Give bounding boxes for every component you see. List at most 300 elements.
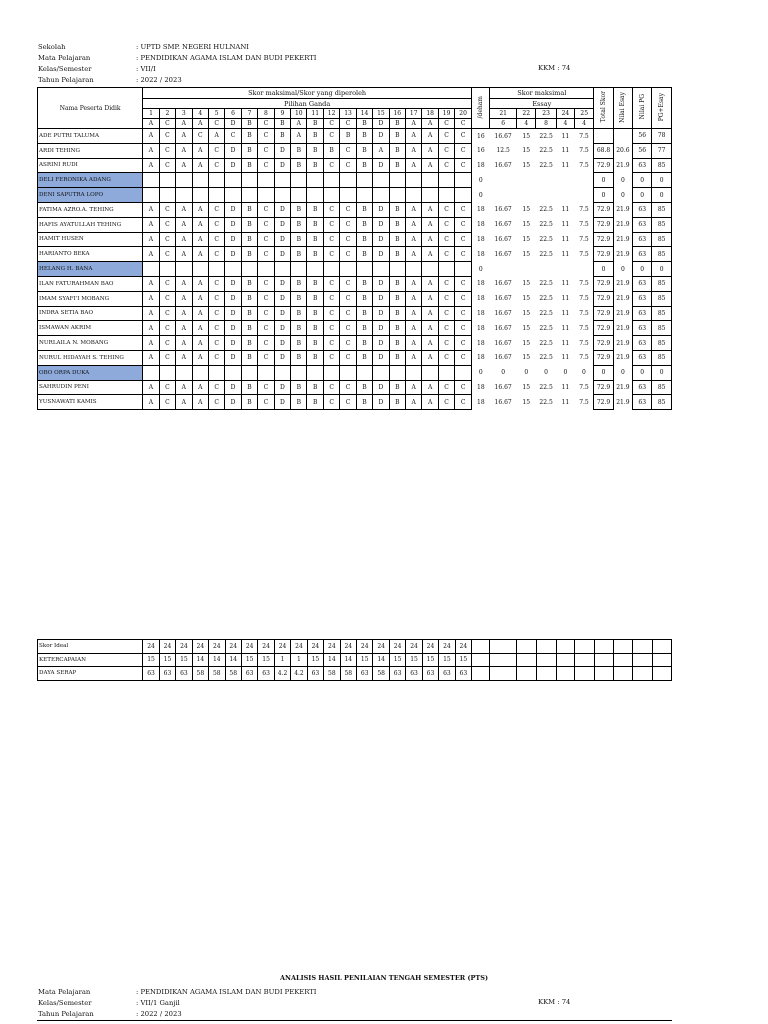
essay-score: 15 bbox=[522, 161, 531, 169]
pg-essay: 85 bbox=[652, 202, 672, 217]
nilai-pg-header: Nilai PG bbox=[638, 94, 646, 120]
student-answer: B bbox=[389, 291, 405, 306]
essay-score: 15 bbox=[522, 206, 531, 214]
student-answer bbox=[340, 262, 356, 277]
student-answer: D bbox=[373, 247, 389, 262]
student-answer: A bbox=[422, 350, 438, 365]
pg-score: 0 bbox=[478, 265, 483, 273]
student-answer: A bbox=[176, 232, 192, 247]
name-header: Nama Peserta Didik bbox=[38, 88, 143, 129]
student-answer: C bbox=[455, 217, 472, 232]
essay-score: 7.5 bbox=[579, 354, 589, 362]
pg-score: 18 bbox=[477, 398, 485, 406]
nilai-pg: 63 bbox=[633, 232, 652, 247]
student-answer: B bbox=[307, 380, 323, 395]
essay-score: 11 bbox=[561, 147, 570, 155]
student-answer: C bbox=[159, 129, 175, 144]
student-answer: A bbox=[422, 232, 438, 247]
summary-value: 14 bbox=[209, 653, 225, 667]
summary-value: 15 bbox=[406, 653, 422, 667]
summary-value: 24 bbox=[143, 640, 159, 654]
nilai-pg: 56 bbox=[633, 129, 652, 144]
nilai-pg: 63 bbox=[633, 247, 652, 262]
pg-essay: 85 bbox=[652, 336, 672, 351]
student-answer: A bbox=[143, 380, 159, 395]
student-answer: D bbox=[274, 247, 290, 262]
student-answer: C bbox=[159, 395, 175, 410]
student-answer: C bbox=[323, 247, 339, 262]
student-answer: C bbox=[159, 158, 175, 173]
question-number: 15 bbox=[373, 109, 389, 119]
table-row bbox=[38, 247, 672, 262]
student-answer bbox=[422, 262, 438, 277]
student-answer: B bbox=[356, 395, 372, 410]
student-answer: C bbox=[340, 276, 356, 291]
nilai-pg: 0 bbox=[633, 173, 652, 188]
student-answer: C bbox=[323, 336, 339, 351]
student-answer: D bbox=[225, 291, 241, 306]
student-answer: D bbox=[225, 247, 241, 262]
answer-key: A bbox=[192, 119, 208, 129]
student-answer: B bbox=[307, 350, 323, 365]
student-answer: A bbox=[406, 276, 422, 291]
student-answer: B bbox=[291, 350, 307, 365]
total-score: 72.9 bbox=[594, 232, 613, 247]
student-answer: D bbox=[225, 158, 241, 173]
student-answer: A bbox=[406, 202, 422, 217]
student-answer: B bbox=[241, 291, 257, 306]
summary-value: 63 bbox=[241, 667, 257, 681]
table-row bbox=[38, 262, 672, 277]
student-name: NURUL HIDAYAH S. TEHING bbox=[38, 350, 143, 365]
nilai-essay: 21.9 bbox=[616, 354, 630, 362]
student-answer: B bbox=[356, 276, 372, 291]
student-answer bbox=[208, 188, 224, 203]
student-answer: A bbox=[143, 321, 159, 336]
student-answer: D bbox=[225, 232, 241, 247]
student-answer: C bbox=[438, 158, 454, 173]
summary-empty-cell bbox=[575, 640, 594, 654]
essay-score: 11 bbox=[561, 221, 570, 229]
student-answer: D bbox=[274, 143, 290, 158]
student-answer: C bbox=[208, 276, 224, 291]
essay-score: 0 bbox=[582, 369, 586, 377]
pg-essay: 85 bbox=[652, 321, 672, 336]
student-answer: D bbox=[274, 321, 290, 336]
student-answer bbox=[340, 173, 356, 188]
pg-score: 18 bbox=[477, 295, 485, 303]
student-answer bbox=[143, 173, 159, 188]
student-answer: A bbox=[422, 129, 438, 144]
student-answer: B bbox=[389, 350, 405, 365]
essay-score: 7.5 bbox=[579, 339, 589, 347]
student-name: NURLAILA N. MOBANG bbox=[38, 336, 143, 351]
pg-essay: 85 bbox=[652, 232, 672, 247]
student-answer: B bbox=[356, 232, 372, 247]
student-answer: A bbox=[422, 276, 438, 291]
student-answer: C bbox=[323, 395, 339, 410]
student-answer: A bbox=[176, 143, 192, 158]
student-answer: B bbox=[356, 143, 372, 158]
student-answer: A bbox=[422, 143, 438, 158]
student-answer: B bbox=[356, 202, 372, 217]
student-answer: D bbox=[373, 336, 389, 351]
nilai-pg: 63 bbox=[633, 336, 652, 351]
essay-score bbox=[575, 262, 594, 277]
nilai-essay: 21.9 bbox=[616, 161, 630, 169]
student-answer: B bbox=[291, 336, 307, 351]
student-answer: B bbox=[241, 395, 257, 410]
essay-score: 15 bbox=[522, 147, 531, 155]
student-answer: C bbox=[340, 306, 356, 321]
essay-score: 22.5 bbox=[539, 161, 553, 169]
student-answer bbox=[159, 262, 175, 277]
student-answer bbox=[356, 173, 372, 188]
student-answer: D bbox=[274, 350, 290, 365]
answer-key: B bbox=[274, 119, 290, 129]
student-answer: A bbox=[143, 217, 159, 232]
student-answer bbox=[323, 262, 339, 277]
student-answer: B bbox=[241, 143, 257, 158]
student-answer: C bbox=[208, 232, 224, 247]
student-name: OBO ORPA DUKA bbox=[38, 365, 143, 380]
essay-score: 11 bbox=[561, 206, 570, 214]
student-answer: C bbox=[455, 306, 472, 321]
summary-empty-cell bbox=[633, 653, 652, 667]
table-row bbox=[38, 321, 672, 336]
student-answer bbox=[455, 262, 472, 277]
question-number: 18 bbox=[422, 109, 438, 119]
student-answer: B bbox=[241, 306, 257, 321]
summary-value: 14 bbox=[340, 653, 356, 667]
student-answer: A bbox=[143, 306, 159, 321]
student-answer: C bbox=[323, 276, 339, 291]
answer-key: A bbox=[406, 119, 422, 129]
student-answer: B bbox=[356, 380, 372, 395]
student-answer: A bbox=[192, 158, 208, 173]
essay-max-header: Skor maksimal bbox=[490, 88, 594, 99]
essay-score: 7.5 bbox=[579, 324, 589, 332]
nilai-pg: 0 bbox=[633, 262, 652, 277]
answer-key: B bbox=[307, 119, 323, 129]
total-score: 72.9 bbox=[594, 276, 613, 291]
student-answer: C bbox=[455, 395, 472, 410]
essay-score: 22.5 bbox=[539, 250, 553, 258]
pg-essay: 85 bbox=[652, 217, 672, 232]
student-answer bbox=[389, 262, 405, 277]
nilai-essay: 20.6 bbox=[616, 147, 630, 155]
table-row bbox=[38, 365, 672, 380]
student-answer: D bbox=[373, 158, 389, 173]
student-answer: C bbox=[258, 291, 274, 306]
essay-score: 16.67 bbox=[494, 206, 512, 214]
nilai-essay: 21.9 bbox=[616, 280, 630, 288]
student-answer: A bbox=[406, 306, 422, 321]
student-answer: C bbox=[340, 232, 356, 247]
essay-score bbox=[490, 188, 517, 203]
student-answer: A bbox=[192, 321, 208, 336]
student-answer bbox=[340, 365, 356, 380]
student-answer: C bbox=[208, 143, 224, 158]
essay-score bbox=[536, 188, 556, 203]
student-answer: A bbox=[143, 202, 159, 217]
essay-max-score: 8 bbox=[536, 119, 556, 129]
student-answer: D bbox=[274, 276, 290, 291]
essay-score bbox=[517, 262, 536, 277]
student-answer bbox=[258, 173, 274, 188]
student-answer: A bbox=[208, 129, 224, 144]
summary-empty-cell bbox=[575, 667, 594, 681]
student-answer: B bbox=[241, 232, 257, 247]
student-answer bbox=[455, 188, 472, 203]
essay-score: 0 bbox=[563, 369, 568, 377]
student-answer: D bbox=[373, 350, 389, 365]
summary-empty-cell bbox=[633, 640, 652, 654]
student-answer: C bbox=[159, 217, 175, 232]
pg-score: 18 bbox=[477, 383, 485, 391]
student-answer: D bbox=[274, 232, 290, 247]
essay-score: 11 bbox=[561, 354, 570, 362]
essay-number: 24 bbox=[556, 109, 574, 119]
student-answer: B bbox=[241, 217, 257, 232]
summary-empty-cell bbox=[490, 667, 517, 681]
student-answer: C bbox=[208, 380, 224, 395]
student-answer bbox=[323, 188, 339, 203]
student-name: ARDI TEHING bbox=[38, 143, 143, 158]
summary-value: 24 bbox=[209, 640, 225, 654]
student-answer: C bbox=[159, 306, 175, 321]
student-answer: D bbox=[225, 217, 241, 232]
student-answer: C bbox=[323, 291, 339, 306]
student-answer: B bbox=[356, 217, 372, 232]
essay-score: 7.5 bbox=[579, 206, 589, 214]
student-answer: C bbox=[455, 247, 472, 262]
summary-empty-cell bbox=[613, 653, 632, 667]
summary-value: 15 bbox=[439, 653, 455, 667]
student-answer: B bbox=[389, 158, 405, 173]
student-answer bbox=[291, 365, 307, 380]
pg-essay: 85 bbox=[652, 350, 672, 365]
student-answer bbox=[307, 365, 323, 380]
student-answer: C bbox=[208, 247, 224, 262]
answer-key: C bbox=[340, 119, 356, 129]
student-answer: A bbox=[406, 291, 422, 306]
student-answer: B bbox=[307, 129, 323, 144]
student-answer: B bbox=[307, 202, 323, 217]
answer-key: A bbox=[176, 119, 192, 129]
essay-score: 11 bbox=[561, 339, 570, 347]
answer-key: C bbox=[208, 119, 224, 129]
essay-score: 22.5 bbox=[539, 354, 553, 362]
summary-value: 15 bbox=[307, 653, 323, 667]
essay-score: 22.5 bbox=[539, 324, 553, 332]
essay-score: 16.67 bbox=[494, 161, 512, 169]
nilai-essay-header-cell bbox=[613, 88, 632, 129]
essay-score: 16.67 bbox=[494, 383, 512, 391]
student-answer: D bbox=[274, 395, 290, 410]
table-row bbox=[38, 143, 672, 158]
essay-score bbox=[575, 188, 594, 203]
score-header: Skor maksimal/Skor yang diperoleh bbox=[143, 88, 472, 99]
essay-score: 7.5 bbox=[579, 250, 589, 258]
student-name: HAFIS AYATULLAH TEHING bbox=[38, 217, 143, 232]
student-answer bbox=[192, 188, 208, 203]
student-answer: A bbox=[406, 158, 422, 173]
student-answer: A bbox=[192, 232, 208, 247]
summary-value: 24 bbox=[291, 640, 307, 654]
essay-score: 7.5 bbox=[579, 309, 589, 317]
student-answer bbox=[176, 262, 192, 277]
nilai-pg: 63 bbox=[633, 321, 652, 336]
summary-value: 24 bbox=[357, 640, 373, 654]
student-answer: C bbox=[208, 350, 224, 365]
summary-value: 15 bbox=[176, 653, 192, 667]
student-answer bbox=[307, 188, 323, 203]
student-answer: D bbox=[373, 217, 389, 232]
summary-table bbox=[37, 639, 672, 681]
student-answer: C bbox=[159, 350, 175, 365]
question-number: 8 bbox=[258, 109, 274, 119]
summary-row bbox=[38, 640, 672, 654]
summary-value: 58 bbox=[192, 667, 208, 681]
essay-max-score: 4 bbox=[517, 119, 536, 129]
student-answer bbox=[159, 365, 175, 380]
student-answer bbox=[291, 188, 307, 203]
summary-value: 24 bbox=[340, 640, 356, 654]
student-answer: A bbox=[143, 129, 159, 144]
essay-number: 22 bbox=[517, 109, 536, 119]
student-answer: C bbox=[258, 158, 274, 173]
student-answer: A bbox=[192, 143, 208, 158]
student-answer: B bbox=[307, 143, 323, 158]
student-answer: C bbox=[159, 247, 175, 262]
question-number: 19 bbox=[438, 109, 454, 119]
student-answer bbox=[323, 365, 339, 380]
student-answer: B bbox=[389, 247, 405, 262]
student-answer: C bbox=[208, 306, 224, 321]
student-answer: B bbox=[291, 202, 307, 217]
summary-empty-cell bbox=[594, 653, 613, 667]
essay-number: 21 bbox=[490, 109, 517, 119]
summary-value: 63 bbox=[389, 667, 405, 681]
essay-score: 16.67 bbox=[494, 221, 512, 229]
pg-essay: 85 bbox=[652, 247, 672, 262]
student-answer: A bbox=[422, 158, 438, 173]
essay-score: 16.67 bbox=[494, 295, 512, 303]
student-answer: D bbox=[225, 380, 241, 395]
table-row bbox=[38, 350, 672, 365]
student-answer bbox=[225, 173, 241, 188]
essay-score: 22.5 bbox=[539, 221, 553, 229]
student-answer: C bbox=[323, 232, 339, 247]
summary-value: 24 bbox=[274, 640, 290, 654]
student-answer: A bbox=[406, 350, 422, 365]
answer-key: C bbox=[455, 119, 472, 129]
table-row bbox=[38, 232, 672, 247]
summary-value: 1 bbox=[291, 653, 307, 667]
essay-score: 11 bbox=[561, 132, 570, 140]
student-answer bbox=[208, 173, 224, 188]
student-answer bbox=[208, 365, 224, 380]
student-answer: C bbox=[455, 350, 472, 365]
student-answer: B bbox=[291, 143, 307, 158]
student-answer: A bbox=[143, 336, 159, 351]
student-answer: D bbox=[373, 321, 389, 336]
student-answer: B bbox=[356, 306, 372, 321]
question-number: 13 bbox=[340, 109, 356, 119]
student-answer bbox=[406, 262, 422, 277]
student-answer: A bbox=[406, 336, 422, 351]
student-answer bbox=[274, 262, 290, 277]
student-answer: A bbox=[192, 202, 208, 217]
total-score: 0 bbox=[594, 262, 613, 277]
summary-empty-cell bbox=[517, 653, 536, 667]
table-row bbox=[38, 291, 672, 306]
student-answer: A bbox=[192, 380, 208, 395]
student-answer: C bbox=[438, 350, 454, 365]
essay-score: 11 bbox=[561, 383, 570, 391]
student-answer: C bbox=[438, 395, 454, 410]
summary-value: 24 bbox=[192, 640, 208, 654]
pg-score: 18 bbox=[477, 339, 485, 347]
student-answer: B bbox=[291, 291, 307, 306]
summary-empty-cell bbox=[652, 653, 671, 667]
student-answer bbox=[323, 173, 339, 188]
essay-score: 16.67 bbox=[494, 339, 512, 347]
essay-score: 12.5 bbox=[496, 147, 510, 155]
pg-essay: 0 bbox=[652, 188, 672, 203]
student-name: ISMAWAN AKRIM bbox=[38, 321, 143, 336]
student-answer bbox=[455, 365, 472, 380]
student-answer: A bbox=[143, 291, 159, 306]
student-answer: B bbox=[389, 217, 405, 232]
student-answer: C bbox=[340, 158, 356, 173]
nilai-essay: 21.9 bbox=[616, 324, 630, 332]
nilai-pg: 63 bbox=[633, 350, 652, 365]
student-answer bbox=[258, 262, 274, 277]
question-number: 16 bbox=[389, 109, 405, 119]
essay-max-score: 4 bbox=[575, 119, 594, 129]
summary-value: 15 bbox=[241, 653, 257, 667]
total-score: 72.9 bbox=[594, 350, 613, 365]
pg-header: Pilihan Ganda bbox=[143, 99, 472, 109]
student-answer: C bbox=[455, 202, 472, 217]
essay-score: 11 bbox=[561, 309, 570, 317]
student-answer: A bbox=[192, 291, 208, 306]
student-answer: B bbox=[389, 306, 405, 321]
student-answer: A bbox=[422, 247, 438, 262]
student-answer bbox=[143, 262, 159, 277]
essay-score: 11 bbox=[561, 398, 570, 406]
student-answer: B bbox=[307, 395, 323, 410]
summary-label: KETERCAPAIAN bbox=[38, 653, 143, 667]
summary-value: 14 bbox=[225, 653, 241, 667]
student-answer: B bbox=[291, 232, 307, 247]
student-answer: C bbox=[208, 217, 224, 232]
essay-score: 15 bbox=[522, 132, 531, 140]
student-answer: B bbox=[323, 143, 339, 158]
summary-value: 15 bbox=[258, 653, 274, 667]
essay-score: 22.5 bbox=[539, 206, 553, 214]
student-answer: D bbox=[373, 202, 389, 217]
essay-score: 16.67 bbox=[494, 132, 512, 140]
student-answer bbox=[159, 188, 175, 203]
student-answer: D bbox=[373, 232, 389, 247]
essay-score: 7.5 bbox=[579, 147, 589, 155]
student-answer: C bbox=[258, 350, 274, 365]
summary-value: 58 bbox=[340, 667, 356, 681]
student-answer: A bbox=[143, 143, 159, 158]
